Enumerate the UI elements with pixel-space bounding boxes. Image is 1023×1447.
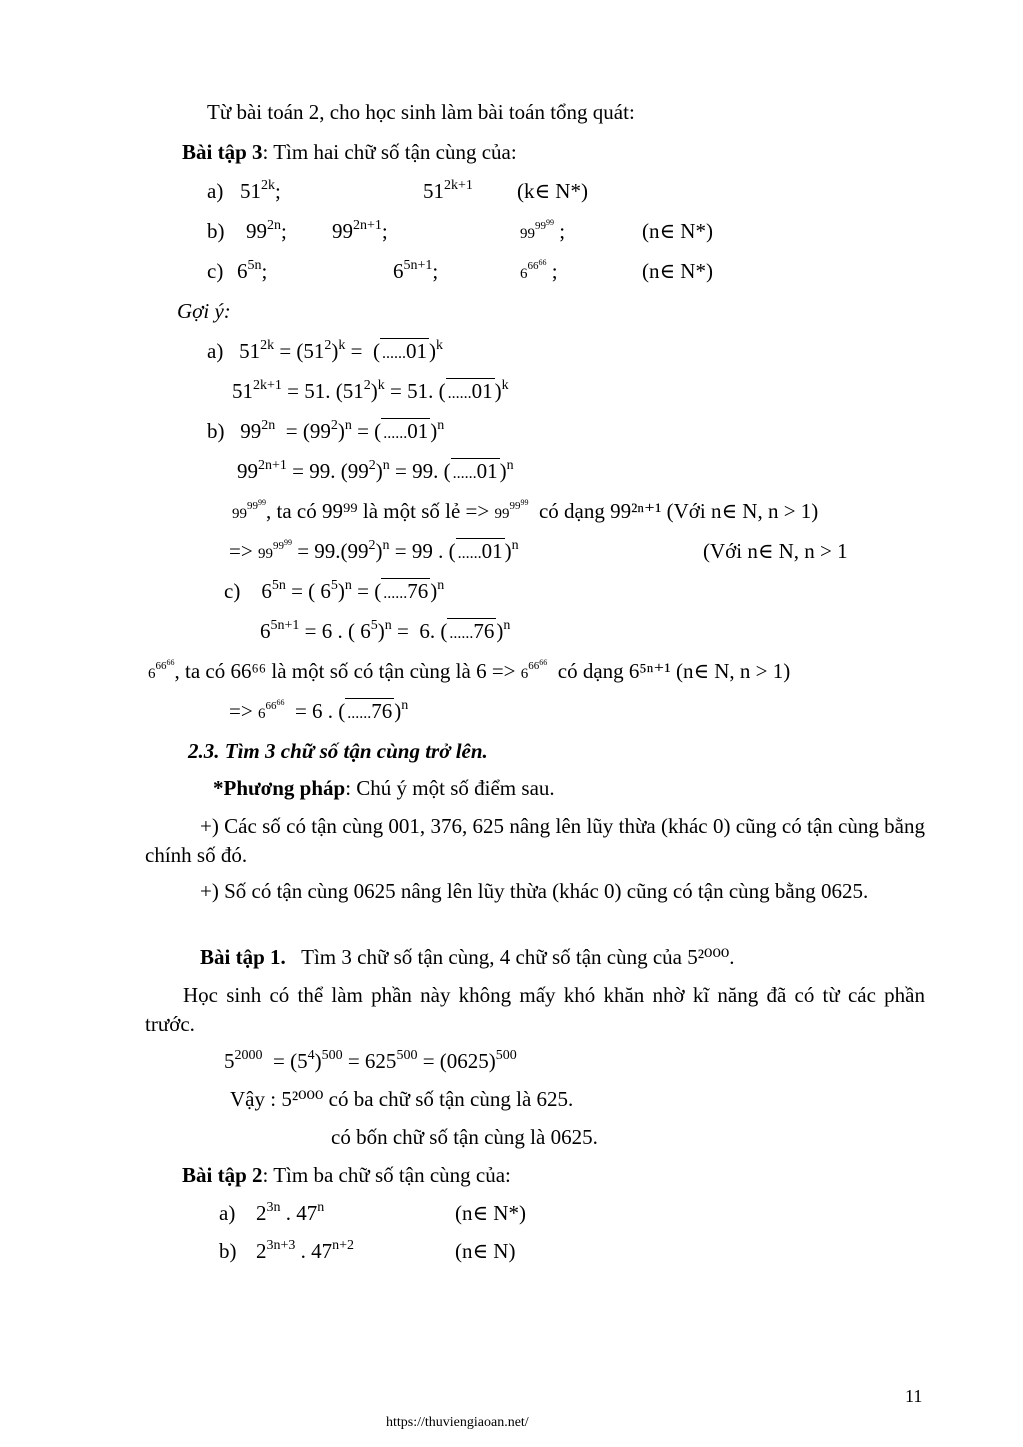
exercise-3-text: : Tìm hai chữ số tận cùng của: <box>262 140 517 164</box>
hint-c-tail: có dạng 6⁵ⁿ⁺¹ (n∈ N, n > 1) <box>557 659 791 683</box>
math-expression: a) $51^{2k} = (51^2)^k$ = ( ......01)$^k$ <box>207 338 444 363</box>
math-expression: $99^{2n+1} = 99$. $(99^2)^n = 99$. ( ......01)$^n$ <box>237 458 514 483</box>
math-expression: $51^{2k+1} = 51$. $(51^2)^k = 51$. ( ......01)$^k$ <box>232 378 509 403</box>
math-expression: $99^{2n}$; <box>246 218 287 243</box>
exercise-3-c-label: c) <box>207 259 224 283</box>
exercise-2-a-label: a) <box>219 1201 236 1225</box>
exercise-1-text: Tìm 3 chữ số tận cùng, 4 chữ số tận cùng của 5²⁰⁰⁰. <box>301 945 735 969</box>
math-expression: $51^{2k+1}$ <box>423 178 473 203</box>
math-expression: $6^{5n+1}$; <box>393 258 439 283</box>
exercise-3-a-label: a) <box>207 179 224 203</box>
condition-k: (k∈ N*) <box>517 179 588 203</box>
math-expression: $6^{66^{66}}$ ; <box>520 258 558 283</box>
hint-label: Gợi ý: <box>177 299 231 323</box>
footer-url[interactable]: https://thuviengiaoan.net/ <box>386 1415 529 1430</box>
math-expression: => $99^{99^{99}} = 99.(99^2)^n = 99$ . ( ......01)$^n$ <box>229 538 519 563</box>
math-expression: $6^{5n}$; <box>237 258 268 283</box>
method-line <box>213 775 555 801</box>
method-text: : Chú ý một số điểm sau. <box>345 776 555 800</box>
condition-n: (n∈ N*) <box>642 219 713 243</box>
exercise-2-text: : Tìm ba chữ số tận cùng của: <box>262 1163 511 1187</box>
math-expression: $6^{5n+1} = 6$ . ( $6^5)^n = 6$. ( ......76)$^n$ <box>260 618 511 643</box>
exercise-1-conclusion-1: Vậy : 5²⁰⁰⁰ có ba chữ số tận cùng là 625. <box>230 1087 574 1111</box>
math-expression: $2^{3n+3}$ . $47^{n+2}$ <box>256 1238 355 1263</box>
page-number: 11 <box>905 1386 923 1406</box>
exercise-1-title: Bài tập 1. <box>200 945 286 969</box>
section-heading: 2.3. Tìm 3 chữ số tận cùng trở lên. <box>188 739 488 763</box>
hint-b-text: , ta có 99⁹⁹ là một số lẻ => <box>266 499 490 523</box>
math-expression: b) $99^{2n} = (99^2)^n$ = ( ......01)$^n$ <box>207 418 445 443</box>
intro-text: Từ bài toán 2, cho học sinh làm bài toán tổng quát: <box>207 100 635 124</box>
method-point-2: +) Số có tận cùng 0625 nâng lên lũy thừa (khác 0) cũng có tận cùng bằng 0625. <box>200 879 869 903</box>
exercise-2-b-label: b) <box>219 1239 237 1263</box>
math-expression: $5^{2000} = (5^4)^{500} = 625^{500} = (0625)^{500}$ <box>224 1048 517 1073</box>
exercise-3-heading <box>182 139 517 165</box>
exercise-3-b-label: b) <box>207 219 225 243</box>
method-point-1: +) Các số có tận cùng 001, 376, 625 nâng lên lũy thừa (khác 0) cũng có tận cùng bằng chính số đó. <box>145 814 925 867</box>
hint-b-line-3: $99^{99^{99}}$, ta có 99⁹⁹ là một số lẻ => $99^{99^{99}}$ có dạng 99²ⁿ⁺¹ (Với n∈ N, n > 1) <box>232 498 819 523</box>
hint-c-text: , ta có 66⁶⁶ là một số có tận cùng là 6 => <box>174 659 516 683</box>
hint-b-condition: (Với n∈ N, n > 1 <box>703 539 848 563</box>
math-expression: $51^{2k}$; <box>240 178 281 203</box>
exercise-1-heading <box>200 944 735 970</box>
method-label: *Phương pháp <box>213 776 346 800</box>
math-expression: $99^{99^{99}}$ ; <box>520 218 566 243</box>
exercise-1-conclusion-2: có bốn chữ số tận cùng là 0625. <box>331 1125 598 1149</box>
condition-n: (n∈ N*) <box>642 259 713 283</box>
hint-b-tail: có dạng 99²ⁿ⁺¹ (Với n∈ N, n > 1) <box>538 499 819 523</box>
exercise-3-title: Bài tập 3 <box>182 140 263 164</box>
exercise-2-b-condition: (n∈ N) <box>455 1239 516 1263</box>
math-expression: $99^{2n+1}$; <box>332 218 388 243</box>
exercise-2-a-condition: (n∈ N*) <box>455 1201 526 1225</box>
math-expression: c) $6^{5n}$ = ( $6^5)^n$ = ( ......76)$^n$ <box>224 578 445 603</box>
exercise-1-note: Học sinh có thể làm phần này không mấy khó khăn nhờ kĩ năng đã có từ các phần trước. <box>145 983 925 1036</box>
math-expression: $2^{3n}$ . 47$^n$ <box>256 1200 325 1225</box>
exercise-2-title: Bài tập 2 <box>182 1163 263 1187</box>
hint-c-line-3: $6^{66^{66}}$, ta có 66⁶⁶ là một số có tận cùng là $6 => 6^{66^{66}}$ có dạng 6⁵ⁿ⁺¹ (n∈ N, n > 1) <box>148 658 791 683</box>
math-expression: => $6^{66^{66}} = 6$ . ( ......76)$^n$ <box>229 698 409 723</box>
exercise-2-heading <box>182 1162 511 1188</box>
